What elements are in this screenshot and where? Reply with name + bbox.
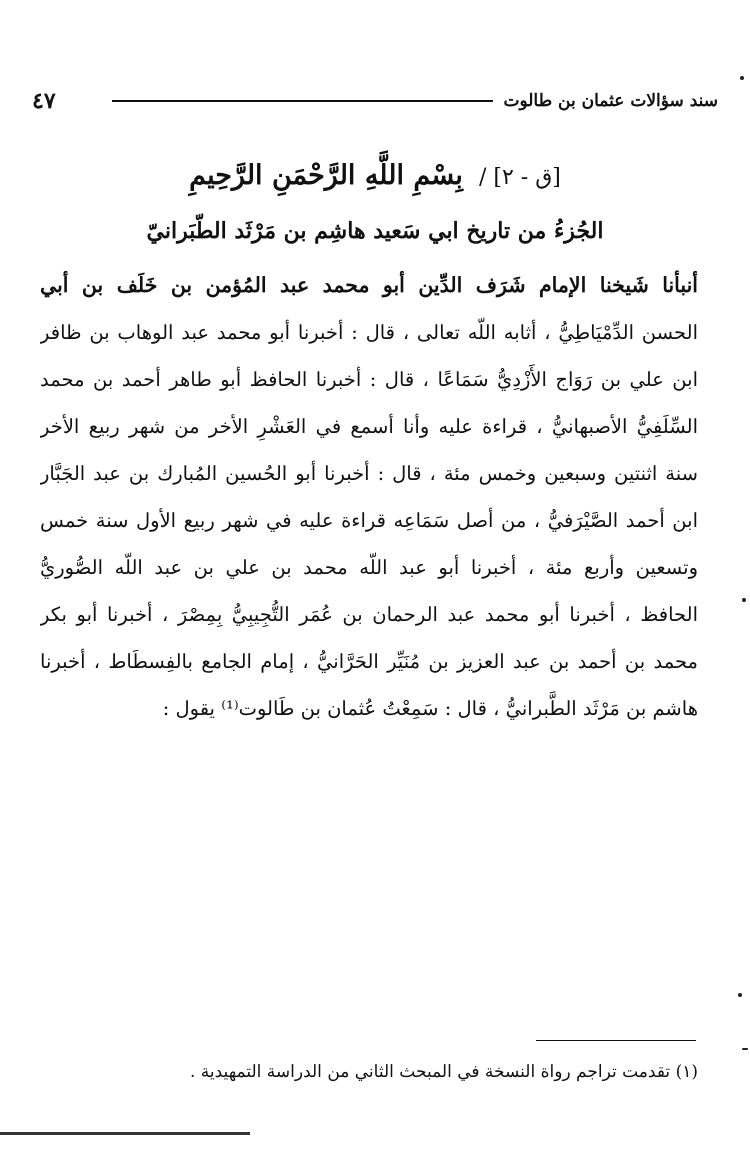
basmala-line xyxy=(0,160,750,191)
body-line: وتسعين وأربع مئة ، أخبرنا أبو عبد اللّه محمد بن علي بن عبد اللّه الصُّوريُّ xyxy=(40,556,698,579)
scan-speck xyxy=(742,1048,748,1050)
bottom-rule xyxy=(0,1132,250,1135)
header-rule xyxy=(112,100,493,102)
body-line: سنة اثنتين وسبعين وخمس مئة ، قال : أخبرنا أبو الحُسين المُبارك بن عبد الجَبَّار xyxy=(40,462,698,485)
body-line: أنبأنا شَيخنا الإمام شَرَف الدِّين أبو محمد عبد المُؤمن بن خَلَف بن أبي xyxy=(40,273,698,297)
section-title: الجُزءُ من تاريخ ابي سَعيد هاشِم بن مَرْثَد الطّبَرانيّ xyxy=(146,218,604,244)
footnote-rule xyxy=(536,1040,696,1041)
body-line: السِّلَفِيُّ الأصبهانيُّ ، قراءة عليه وأنا أسمع في العَشْرِ الأخر من شهر ربيع الأخر xyxy=(40,415,698,438)
body-line: الحافظ ، أخبرنا أبو محمد عبد الرحمان بن عُمَر التُّجِيبِيُّ بِمِصْرَ ، أخبرنا أبو بكر xyxy=(40,603,698,626)
basmala: بِسْمِ اللَّهِ الرَّحْمَنِ الرَّحِيمِ xyxy=(189,160,463,191)
footnote: (١) تقدمت تراجم رواة النسخة في المبحث الثاني من الدراسة التمهيدية . xyxy=(189,1062,698,1082)
body-line: ابن أحمد الصَّيْرَفيُّ ، من أصل سَمَاعِه قراءة عليه في شهر ربيع الأول سنة خمس xyxy=(40,509,698,532)
body-line: محمد بن أحمد بن عبد العزيز بن مُنَيِّر الحَرَّانيُّ ، إمام الجامع بالفِسطَاط ، أخبرنا xyxy=(40,650,698,673)
scan-speck xyxy=(738,993,742,997)
page-number: ٤٧ xyxy=(32,88,56,114)
body-paragraph xyxy=(40,262,698,732)
body-line: ابن علي بن رَوَاج الأَزْدِيُّ سَمَاعًا ، قال : أخبرنا الحافظ أبو طاهر أحمد بن محمد xyxy=(40,368,698,391)
running-title: سند سؤالات عثمان بن طالوت xyxy=(503,91,718,111)
body-line: هاشم بن مَرْثَد الطَّبرانيُّ ، قال : سَمِعْتُ عُثمان بن طَالوت⁽¹⁾ يقول : xyxy=(162,697,698,720)
scan-speck xyxy=(740,76,744,80)
folio-reference: [ق - ٢] / xyxy=(478,165,561,190)
scan-speck xyxy=(742,598,746,602)
body-line: الحسن الدِّمْيَاطِيُّ ، أثابه اللّه تعالى ، قال : أخبرنا أبو محمد عبد الوهاب بن ظافر xyxy=(40,321,698,344)
running-header xyxy=(28,86,718,116)
